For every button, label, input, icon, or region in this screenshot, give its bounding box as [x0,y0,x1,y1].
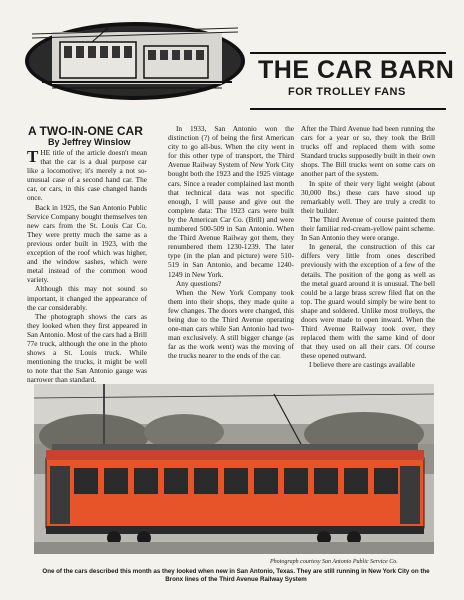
page-title: THE CAR BARN [258,56,455,84]
photo-caption: One of the cars described this month as they looked when new in San Antonio, Texas. They are still running in New York City on the Bronx lines of the Third Avenue Railway System [42,568,430,583]
article-column-1 [27,147,147,385]
page-subtitle: FOR TROLLEY FANS [288,86,406,98]
article-paragraph: I believe there are castings available [309,360,415,370]
article-headline: A TWO-IN-ONE CAR [28,124,143,138]
article-paragraph: Although this may not sound so important, it changed the appearance of the car considerably. [27,284,147,312]
article-column-2 [168,124,294,380]
article-paragraph: The photograph shows the cars as they looked when they first appeared in San Antonio. Most of the cars had a Brill 77e truck, although the one in the photo shows a St. Louis truck. While mentioning the trucks, it might be well to note that the San Antonio gauge was narrower than standard. [27,311,147,385]
article-paragraph: In 1933, San Antonio won the distinction (?) of being the first American city to go all-bus. When the city went in for this other type of transport, the Third Avenue Railway System of New York City bought both the 1923 and the 1925 vintage cars. Since a reader complained last month that technical data was not specific enough, I will pause and give out the complete data: The 1923 cars were built by the American Car Co. (Brill) and were numbered 500-509 in San Antonio. When the Third Avenue Railway got them, they renumbered them 1230-1239. The later type (in the plan and picture) were 510-519 in San Antonio, and became 1240-1249 in New York. [168,124,294,279]
photo-credit: Photograph courtesy San Antonio Public Service Co. [270,559,398,565]
streetcar-photograph [34,384,434,554]
article-paragraph: In spite of their very light weight (about 30,000 lbs.) these cars have stood up remarkably well. They are truly a credit to their builder. [301,178,435,215]
article-paragraph: Back in 1925, the San Antonio Public Service Company bought themselves ten new cars from the St. Louis Car Co. They were pretty much the same as a previous order built in 1923, with the exception of the roof which was higher, and the window sashes, which were metal instead of the common wood variety. [27,202,147,285]
article-paragraph: When the New York Company took them into their shops, they made quite a few changes. The doors were changed, this being due to the Third Avenue operating one-man cars while San Antonio had two-man exclusively. A still bigger change (as far as the work went) was the moving of the trucks nearer to the ends of the car. [168,287,294,361]
article-paragraph: After the Third Avenue had been running the cars for a year or so, they took the Brill trucks off and replaced them with some Standard trucks supposedly built in their own shops. The Bill trucks went on some cars on another part of the system. [301,124,435,179]
trolley-header-illustration [22,20,248,102]
drop-cap: T [27,147,39,166]
article-byline: By Jeffrey Winslow [48,137,131,147]
article-paragraph: The Third Avenue of course painted them their familiar red-cream-yellow paint scheme. In San Antonio they were orange. [301,214,435,243]
article-paragraph: THE title of the article doesn't mean that the car is a dual purpose car like a locomotive; it's merely a not so-unusual case of a second hand car. The car, or cars, in this case changed hands once. [27,147,147,203]
article-paragraph: In general, the construction of this car differs very little from ones described previously with the exception of a few of the details. The position of the gong as well as the metal guard around it is unusual. The bell could be a large brass screw filed flat on the top. The guard would simply be wire bent to shape and soldered. Unlike most trolleys, the doors were made to open inward. When the Third Avenue Railway took over, they replaced them with the same kind of door that they used on all their cars. Of course these opened outward. [301,242,435,361]
article-column-3 [301,124,435,380]
article-paragraph: Any questions? [176,278,222,288]
